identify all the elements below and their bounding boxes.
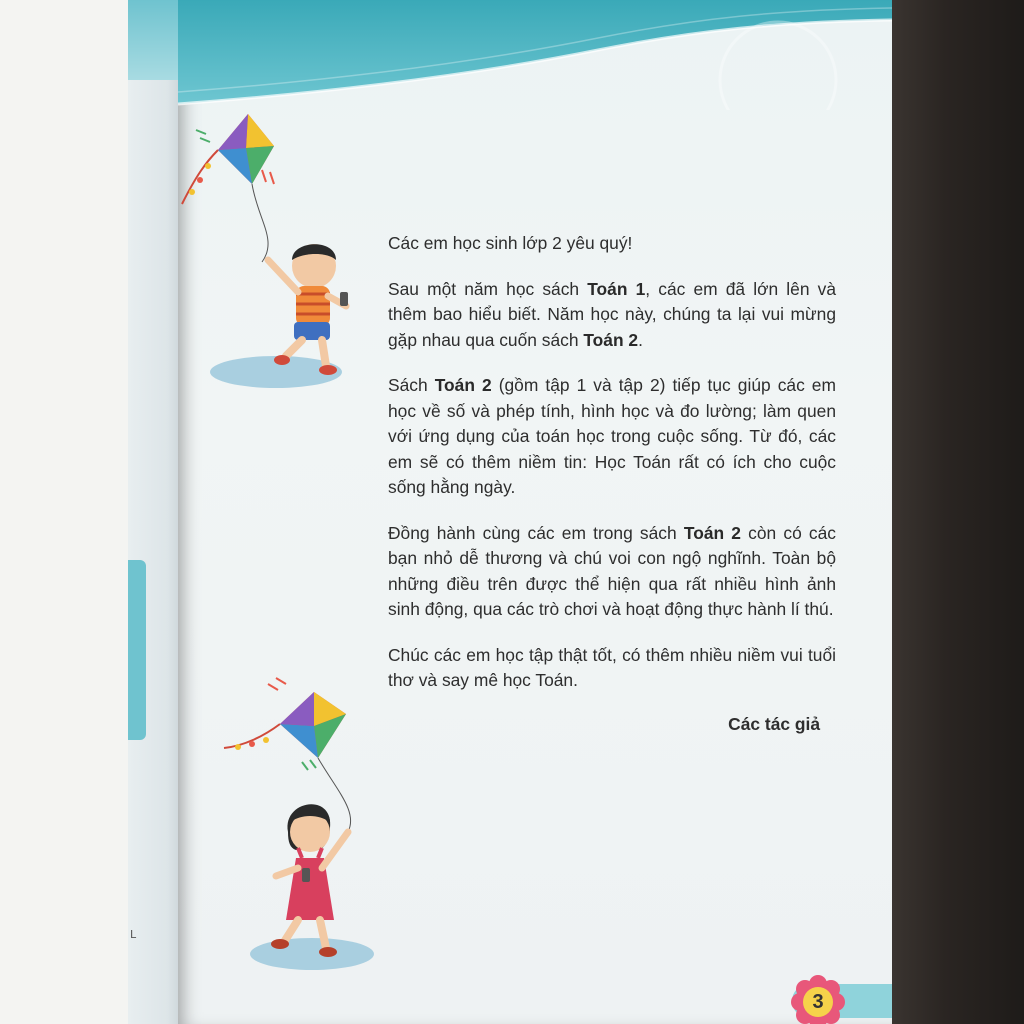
book-page <box>178 0 892 1024</box>
girl-figure <box>271 804 348 957</box>
paragraph-1: Sau một năm học sách Toán 1, các em đã lớn lên và thêm bao hiểu biết. Năm học này, chúng ta lại vui mừng gặp nhau qua cuốn sách Toán 2. <box>388 278 836 350</box>
paragraph-4: Chúc các em học tập thật tốt, có thêm nhiều niềm vui tuổi thơ và say mê học Toán. <box>388 644 836 690</box>
desk-surface <box>892 0 1024 1024</box>
girl-with-kite <box>218 672 408 972</box>
left-page-fragment: L <box>130 928 137 941</box>
paragraph-3: Đồng hành cùng các em trong sách Toán 2 còn có các bạn nhỏ dễ thương và chú voi con ngộ nghĩnh. Toàn bộ những điều trên được thể hiện qua rất nhiều hình ảnh sinh động, qua các trò chơi và hoạt động thực hành lí thú. <box>388 522 836 619</box>
left-page-edge <box>128 0 184 1024</box>
signature: Các tác giả <box>728 713 820 734</box>
greeting: Các em học sinh lớp 2 yêu quý! <box>388 233 633 253</box>
header-wave <box>178 0 892 110</box>
page-number-badge <box>790 974 846 1024</box>
left-page-header-band <box>128 0 178 80</box>
kite-icon <box>224 678 351 832</box>
paragraph-2: Sách Toán 2 (gồm tập 1 và tập 2) tiếp tục giúp các em học về số và phép tính, hình học và đo lường; làm quen với ứng dụng của toán học trong cuộc sống. Từ đó, các em sẽ có thêm niềm tin: Học Toán rất có ích cho cuộc sống hằng ngày. <box>388 375 836 497</box>
background-surface <box>0 0 130 1024</box>
kite-icon <box>182 114 274 262</box>
boy-with-kite <box>178 110 358 390</box>
preface-letter <box>388 231 836 737</box>
boy-figure <box>268 244 348 375</box>
left-page-tab <box>128 560 146 740</box>
page-number: 3 <box>812 991 824 1013</box>
